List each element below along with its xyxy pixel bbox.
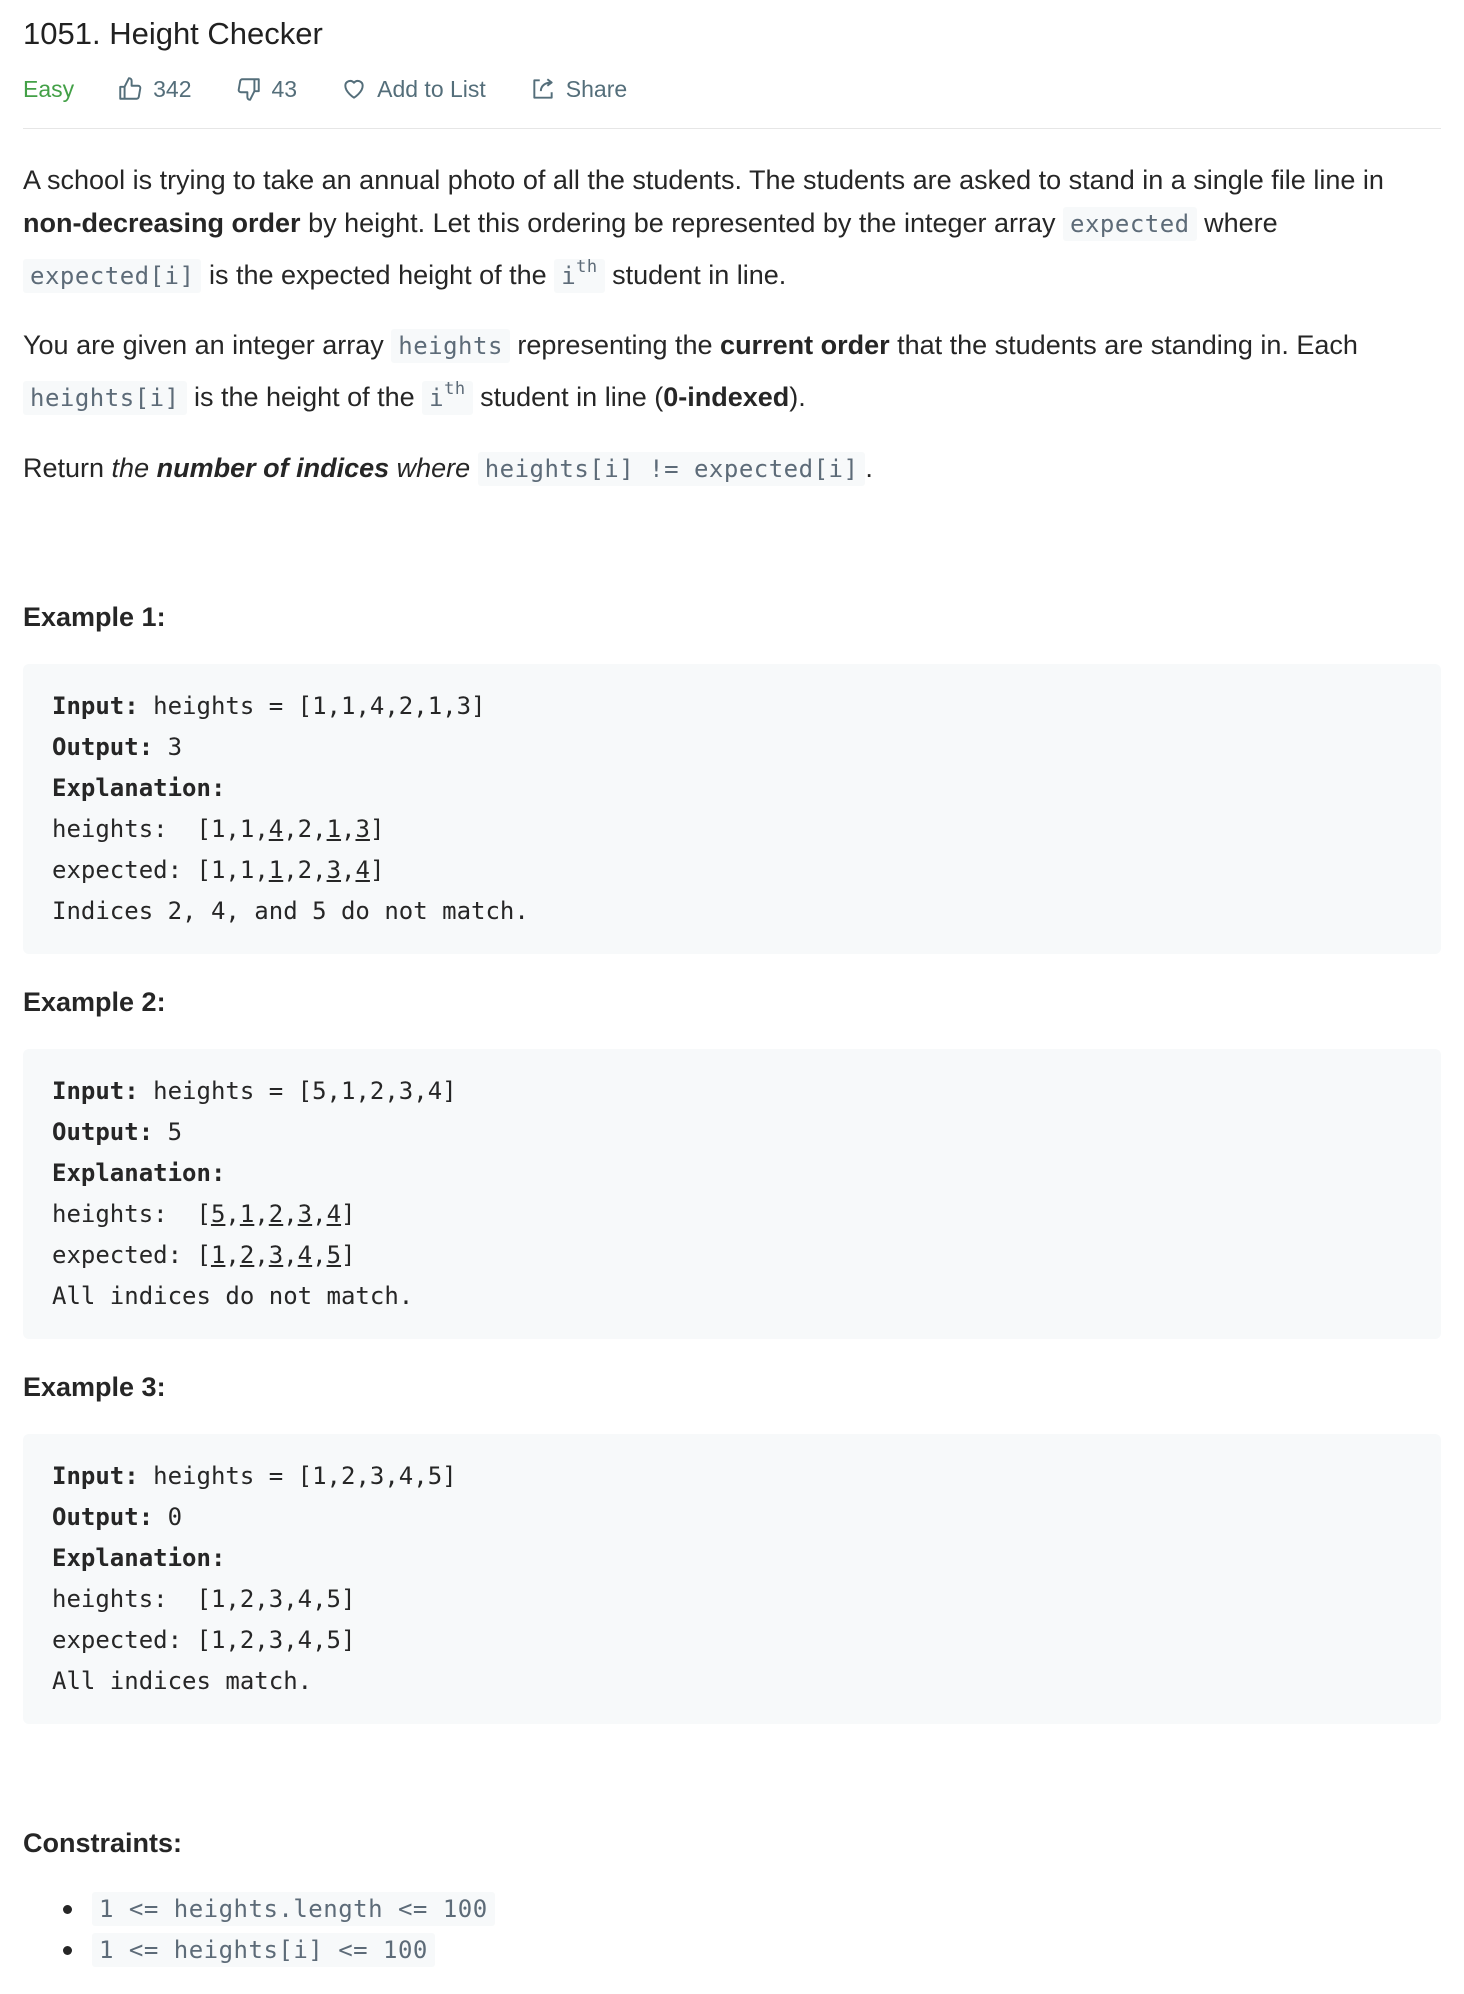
- array-token: ,: [254, 856, 269, 884]
- input-label: Input:: [52, 1462, 139, 1490]
- expected-prefix: expected: [: [52, 1241, 211, 1269]
- array-token: ,: [312, 856, 327, 884]
- expected-line: [52, 850, 1412, 891]
- output-line: [52, 727, 1412, 768]
- expected-array: [211, 1626, 356, 1654]
- example-2-block: [23, 1049, 1441, 1339]
- inline-code: expected: [1063, 207, 1197, 241]
- array-token: 1,2,3,4,5: [210, 1585, 341, 1613]
- text: student in line.: [604, 260, 787, 290]
- add-to-list-label: Add to List: [377, 75, 486, 102]
- inline-code: heights: [391, 329, 510, 363]
- heights-array: [211, 1585, 356, 1613]
- explanation-line: [52, 768, 1412, 809]
- array-token: 1: [210, 856, 226, 884]
- heights-prefix: heights: [: [52, 1200, 211, 1228]
- description-paragraph-3: [23, 447, 1441, 491]
- array-token: ,: [283, 856, 298, 884]
- array-token: 1: [239, 856, 255, 884]
- note-line: All indices match.: [52, 1667, 313, 1695]
- array-token: ]: [341, 1585, 356, 1613]
- mismatch-value: 3: [355, 815, 370, 843]
- text: that the students are standing in. Each: [889, 330, 1358, 360]
- text: representing the: [509, 330, 721, 360]
- bold-text: non-decreasing order: [23, 208, 301, 238]
- dislike-count: 43: [271, 75, 298, 102]
- bold-text: current order: [720, 330, 890, 360]
- mismatch-value: 4: [297, 1241, 313, 1269]
- difficulty-label: Easy: [23, 75, 75, 102]
- mismatch-value: 1: [268, 856, 284, 884]
- text: by height. Let this ordering be represented by the integer array: [300, 208, 1064, 238]
- text: is the height of the: [186, 382, 423, 412]
- inline-code: expected[i]: [23, 259, 201, 293]
- example-1-heading: Example 1:: [23, 602, 166, 632]
- explanation-label: Explanation:: [52, 1159, 226, 1187]
- array-token: ,: [312, 1200, 327, 1228]
- text: A school is trying to take an annual photo of all the students. The students are asked to stand in a single file line in: [23, 165, 1384, 195]
- heights-prefix: heights: [: [52, 815, 211, 843]
- inline-code: heights[i]: [23, 381, 187, 415]
- array-token: ,: [312, 815, 327, 843]
- share-button[interactable]: [530, 76, 627, 103]
- array-token: ,: [254, 1200, 269, 1228]
- superscript: th: [576, 257, 598, 277]
- inline-code: 1 <= heights[i] <= 100: [92, 1933, 435, 1967]
- heights-array: [211, 1200, 356, 1228]
- explanation-label: Explanation:: [52, 774, 226, 802]
- mismatch-value: 2: [268, 1200, 284, 1228]
- like-count: 342: [153, 75, 192, 102]
- code-text: i: [561, 262, 577, 290]
- mismatch-value: 1: [326, 815, 342, 843]
- heights-line: [52, 1194, 1412, 1235]
- array-token: ]: [369, 856, 385, 884]
- array-token: ,: [254, 815, 269, 843]
- array-token: 2: [297, 815, 313, 843]
- output-line: [52, 1497, 1412, 1538]
- array-token: ,: [283, 1200, 298, 1228]
- heights-array: [211, 815, 384, 843]
- mismatch-value: 5: [210, 1200, 226, 1228]
- explanation-label: Explanation:: [52, 1544, 226, 1572]
- mismatch-value: 5: [326, 1241, 342, 1269]
- output-line: [52, 1112, 1412, 1153]
- output-value: 5: [153, 1118, 183, 1146]
- text: is the expected height of the: [201, 260, 555, 290]
- thumbs-up-icon: [117, 76, 143, 102]
- expected-line: [52, 1620, 1412, 1661]
- input-label: Input:: [52, 1077, 139, 1105]
- bold-text: 0-indexed: [663, 382, 790, 412]
- header-divider: [23, 128, 1441, 129]
- like-button[interactable]: [117, 76, 191, 103]
- constraint-item: [92, 1889, 1441, 1930]
- text: student in line (: [472, 382, 664, 412]
- array-token: ,: [225, 815, 240, 843]
- problem-meta-bar: [23, 64, 1441, 114]
- bold-italic-text: number of indices: [156, 453, 390, 483]
- constraint-item: [92, 1930, 1441, 1971]
- array-token: 2: [297, 856, 313, 884]
- mismatch-value: 2: [239, 1241, 255, 1269]
- output-value: 3: [153, 733, 183, 761]
- thumbs-down-icon: [236, 76, 262, 102]
- description-paragraph-1: [23, 159, 1441, 298]
- array-token: 1,2,3,4,5: [210, 1626, 341, 1654]
- example-1-block: [23, 664, 1441, 954]
- text: Return: [23, 453, 112, 483]
- mismatch-value: 4: [355, 856, 370, 884]
- output-label: Output:: [52, 733, 154, 761]
- array-token: 1: [210, 815, 226, 843]
- mismatch-value: 3: [297, 1200, 313, 1228]
- mismatch-value: 3: [326, 856, 342, 884]
- text: where: [1196, 208, 1278, 238]
- superscript: th: [444, 379, 466, 399]
- heights-line: [52, 809, 1412, 850]
- inline-code: [554, 259, 604, 293]
- mismatch-value: 3: [268, 1241, 284, 1269]
- share-label: Share: [565, 75, 628, 102]
- mismatch-value: 1: [210, 1241, 226, 1269]
- expected-prefix: expected: [: [52, 856, 211, 884]
- explanation-line: [52, 1538, 1412, 1579]
- code-text: i: [429, 384, 445, 412]
- note-line: All indices do not match.: [52, 1282, 414, 1310]
- array-token: ,: [312, 1241, 327, 1269]
- expected-prefix: expected: [: [52, 1626, 211, 1654]
- example-3-block: [23, 1434, 1441, 1724]
- array-token: ,: [225, 856, 240, 884]
- input-value: heights = [1,2,3,4,5]: [138, 1462, 457, 1490]
- expected-array: [211, 1241, 356, 1269]
- array-token: ,: [341, 856, 356, 884]
- input-label: Input:: [52, 692, 139, 720]
- note-line: Indices 2, 4, and 5 do not match.: [52, 897, 529, 925]
- mismatch-value: 1: [239, 1200, 255, 1228]
- explanation-line: [52, 1153, 1412, 1194]
- example-2-heading: Example 2:: [23, 987, 166, 1017]
- share-icon: [530, 76, 556, 102]
- italic-text: where: [389, 453, 478, 483]
- problem-description: [23, 159, 1441, 491]
- input-line: [52, 686, 1412, 727]
- constraints-heading: Constraints:: [23, 1828, 183, 1858]
- input-value: heights = [5,1,2,3,4]: [138, 1077, 457, 1105]
- expected-array: [211, 856, 384, 884]
- output-label: Output:: [52, 1118, 154, 1146]
- mismatch-value: 4: [268, 815, 284, 843]
- array-token: ,: [225, 1200, 240, 1228]
- heart-icon: [341, 76, 367, 102]
- text: ).: [789, 382, 806, 412]
- array-token: ,: [225, 1241, 240, 1269]
- array-token: 1: [239, 815, 255, 843]
- array-token: ]: [369, 815, 385, 843]
- input-line: [52, 1456, 1412, 1497]
- italic-text: the: [111, 453, 157, 483]
- expected-line: [52, 1235, 1412, 1276]
- output-value: 0: [153, 1503, 183, 1531]
- add-to-list-button[interactable]: [341, 76, 486, 103]
- inline-code: heights[i] != expected[i]: [478, 452, 866, 486]
- array-token: ,: [254, 1241, 269, 1269]
- input-value: heights = [1,1,4,2,1,3]: [138, 692, 486, 720]
- array-token: ]: [341, 1626, 356, 1654]
- example-3-heading: Example 3:: [23, 1372, 166, 1402]
- dislike-button[interactable]: [236, 76, 298, 103]
- array-token: ]: [341, 1241, 356, 1269]
- description-paragraph-2: [23, 324, 1441, 420]
- array-token: ]: [341, 1200, 356, 1228]
- text: .: [865, 453, 873, 483]
- output-label: Output:: [52, 1503, 154, 1531]
- heights-line: [52, 1579, 1412, 1620]
- problem-title: 1051. Height Checker: [23, 16, 323, 51]
- text: You are given an integer array: [23, 330, 392, 360]
- array-token: ,: [283, 815, 298, 843]
- array-token: ,: [341, 815, 356, 843]
- inline-code: 1 <= heights.length <= 100: [92, 1892, 495, 1926]
- inline-code: [422, 381, 472, 415]
- heights-prefix: heights: [: [52, 1585, 211, 1613]
- array-token: ,: [283, 1241, 298, 1269]
- mismatch-value: 4: [326, 1200, 342, 1228]
- input-line: [52, 1071, 1412, 1112]
- constraints-list: [23, 1889, 1441, 1971]
